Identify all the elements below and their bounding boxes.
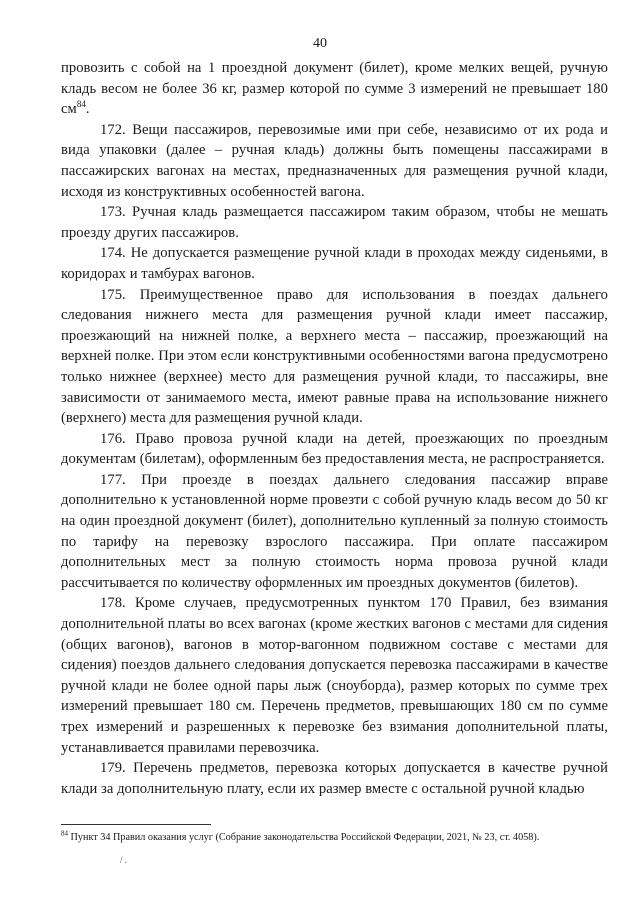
page-number: 40 xyxy=(313,36,327,51)
paragraph-179: 179. Перечень предметов, перевозка которых допускается в качестве ручной клади за дополнительную плату, если их размер вместе с остальной ручной кладью xyxy=(61,760,608,797)
paragraph-175: 175. Преимущественное право для использования в поездах дальнего следования нижнего места для размещения ручной клади имеет пассажир, проезжающий на нижней полке, а верхнего места – пассажир, проезжающий на верхней полке. При этом если конструктивными особенностями вагона предусмотрено только нижнее (верхнее) место для размещения ручной клади, то пассажиры, вне зависимости от занимаемого места, имеют равные права на использование нижнего (верхнего) места для размещения ручной клади. xyxy=(61,286,608,427)
paragraph-172: 172. Вещи пассажиров, перевозимые ими при себе, независимо от их рода и вида упаковки (далее – ручная кладь) должны быть помещены пассажирами в пассажирских вагонах на местах, предназначенных для размещения ручной клади, исходя из конструктивных особенностей вагона. xyxy=(61,121,608,200)
stray-mark: / . xyxy=(120,855,128,865)
footnote-marker: 84 xyxy=(61,829,68,838)
footnote xyxy=(61,831,608,844)
footnote-text: Пункт 34 Правил оказания услуг (Собрание законодательства Российской Федерации, 2021, № 23, ст. 4058). xyxy=(68,832,540,843)
paragraph-text: провозить с собой на 1 проездной документ (билет), кроме мелких вещей, ручную кладь весом не более 36 кг, размер которой по сумме 3 измерений не превышает 180 см xyxy=(61,60,608,118)
body-text xyxy=(61,58,608,799)
paragraph-176: 176. Право провоза ручной клади на детей, проезжающих по проездным документам (билетам), оформленным без предоставления места, не распространяется. xyxy=(61,430,608,468)
paragraph-173: 173. Ручная кладь размещается пассажиром таким образом, чтобы не мешать проезду других пассажиров. xyxy=(61,204,608,241)
paragraph-178: 178. Кроме случаев, предусмотренных пунктом 170 Правил, без взимания дополнительной платы во всех вагонах (кроме жестких вагонов с местами для сидения (общих вагонов), вагонов в мотор-вагонном подвижном составе с местами для сидения) поездов дальнего следования допускается перевозка пассажирами в качестве ручной клади не более одной пары лыж (сноуборда), размер которых по сумме трех измерений превышает 180 см. Перечень предметов, превышающих 180 см по сумме трех измерений и разрешенных к перевозке без взимания дополнительной платы, устанавливается правилами перевозчика. xyxy=(61,595,608,756)
paragraph-174: 174. Не допускается размещение ручной клади в проходах между сиденьями, в коридорах и тамбурах вагонов. xyxy=(61,245,608,282)
paragraph-177: 177. При проезде в поездах дальнего следования пассажир вправе дополнительно к установленной норме провезти с собой ручную кладь весом до 50 кг на один проездной документ (билет), дополнительно купленный за полную стоимость по тарифу на перевозку взрослого пассажира. При оплате пассажиром дополнительных мест за полную стоимость норма провоза ручной клади рассчитывается по количеству оформленных им проездных документов (билетов). xyxy=(61,471,608,591)
paragraph-continued xyxy=(61,58,608,120)
paragraph-tail: . xyxy=(85,101,90,118)
footnote-ref: 84 xyxy=(76,99,86,110)
footnote-divider xyxy=(61,824,211,825)
